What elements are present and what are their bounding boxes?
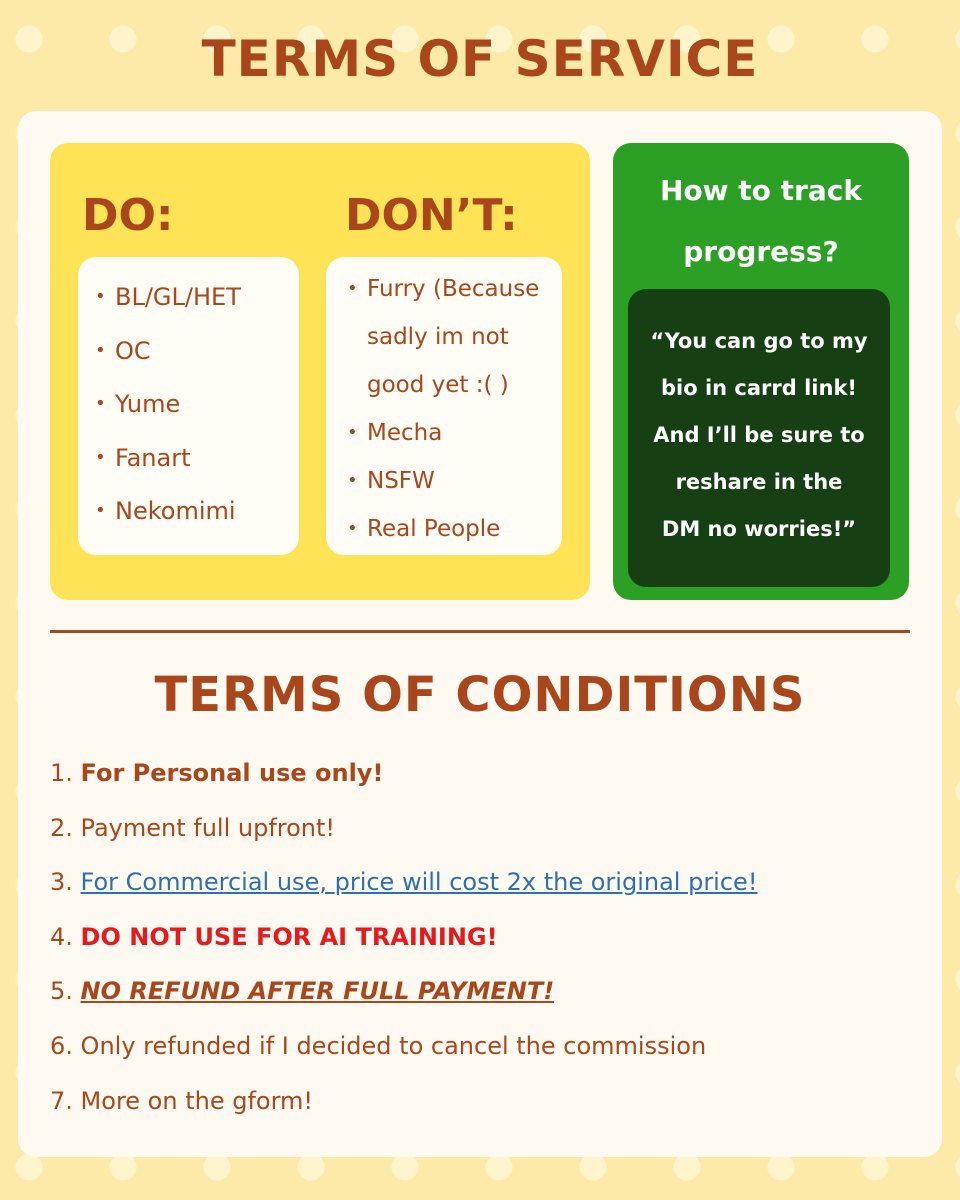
list-item: • Furry (Because: [367, 273, 539, 321]
dont-heading: DON’T:: [345, 190, 518, 241]
bullet-icon: •: [95, 286, 106, 307]
conditions-title: TERMS OF CONDITIONS: [154, 667, 806, 723]
condition-item: 4. DO NOT USE FOR AI TRAINING!: [50, 922, 498, 951]
list-item: • Nekomimi: [95, 497, 236, 525]
do-list: [95, 281, 241, 549]
progress-quote: “You can go to my bio in carrd link! And I’ll be sure to reshare in the DM no worries!”: [650, 329, 868, 541]
condition-item: 7. More on the gform!: [50, 1086, 314, 1115]
list-item: • Fanart: [95, 443, 191, 472]
condition-item: 6. Only refunded if I decided to cancel the commission: [50, 1031, 707, 1060]
list-item: • Real People: [367, 513, 539, 561]
condition-item: 2. Payment full upfront!: [50, 813, 336, 842]
page-title: TERMS OF SERVICE: [201, 30, 759, 88]
condition-item: 1. For Personal use only!: [50, 759, 384, 787]
bullet-icon: •: [95, 339, 106, 361]
list-item: • OC: [95, 336, 151, 365]
section-divider: [50, 630, 910, 633]
condition-item: 5. NO REFUND AFTER FULL PAYMENT!: [50, 977, 555, 1006]
list-item-continuation: good yet :( ): [367, 372, 509, 398]
bullet-icon: •: [347, 422, 358, 443]
list-item-continuation: sadly im not: [367, 324, 509, 350]
bullet-icon: •: [95, 500, 106, 521]
dont-list-box: [326, 257, 562, 555]
conditions-list: [50, 755, 930, 1137]
progress-heading: How to track progress?: [660, 174, 862, 268]
list-item: • BL/GL/HET: [95, 283, 241, 311]
list-item: • Yume: [95, 390, 181, 418]
dont-list: [347, 273, 540, 561]
do-list-box: [78, 257, 299, 555]
do-heading: DO:: [82, 190, 174, 241]
condition-item: 3. For Commercial use, price will cost 2x the original price!: [50, 868, 758, 897]
list-item: • Mecha: [367, 417, 539, 465]
bullet-icon: •: [347, 470, 358, 491]
commercial-link[interactable]: For Commercial use, price will cost 2x the original price!: [80, 868, 758, 897]
bullet-icon: •: [95, 393, 106, 414]
bullet-icon: •: [347, 518, 358, 539]
bullet-icon: •: [347, 278, 358, 299]
list-item: • NSFW: [367, 465, 539, 513]
bullet-icon: •: [95, 446, 106, 468]
